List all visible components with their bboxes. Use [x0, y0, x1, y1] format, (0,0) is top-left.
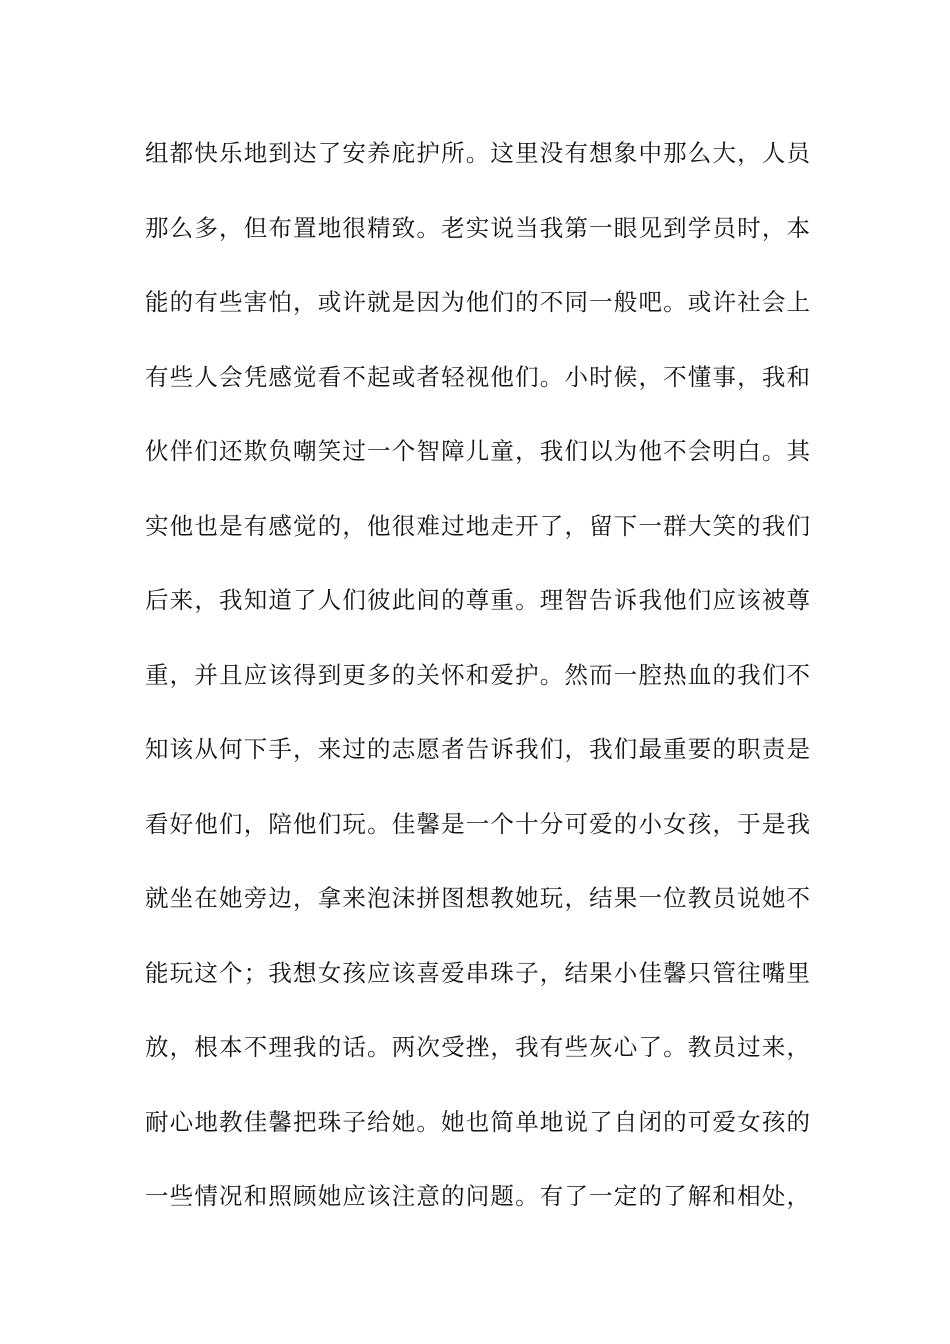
text-line: 后来，我知道了人们彼此间的尊重。理智告诉我他们应该被尊 [145, 586, 810, 614]
text-line: 能的有些害怕，或许就是因为他们的不同一般吧。或许社会上 [145, 288, 810, 316]
text-line: 实他也是有感觉的，他很难过地走开了，留下一群大笑的我们 [145, 511, 810, 540]
text-line: 知该从何下手，来过的志愿者告诉我们，我们最重要的职责是 [145, 735, 810, 763]
text-line: 能玩这个；我想女孩应该喜爱串珠子，结果小佳馨只管往嘴里 [145, 958, 810, 987]
text-line: 重，并且应该得到更多的关怀和爱护。然而一腔热血的我们不 [145, 660, 810, 689]
text-line: 看好他们，陪他们玩。佳馨是一个十分可爱的小女孩，于是我 [145, 809, 810, 838]
text-line: 那么多，但布置地很精致。老实说当我第一眼见到学员时，本 [145, 213, 810, 242]
text-line: 有些人会凭感觉看不起或者轻视他们。小时候，不懂事，我和 [145, 362, 810, 391]
text-line: 放，根本不理我的话。两次受挫，我有些灰心了。教员过来， [145, 1033, 810, 1061]
text-line: 就坐在她旁边，拿来泡沫拼图想教她玩，结果一位教员说她不 [145, 884, 810, 912]
text-line: 一些情况和照顾她应该注意的问题。有了一定的了解和相处， [145, 1182, 810, 1210]
text-line: 耐心地教佳馨把珠子给她。她也简单地说了自闭的可爱女孩的 [145, 1107, 810, 1136]
body-text [145, 130, 810, 1248]
text-line: 伙伴们还欺负嘲笑过一个智障儿童，我们以为他不会明白。其 [145, 437, 810, 465]
text-line: 组都快乐地到达了安养庇护所。这里没有想象中那么大，人员 [145, 139, 810, 167]
